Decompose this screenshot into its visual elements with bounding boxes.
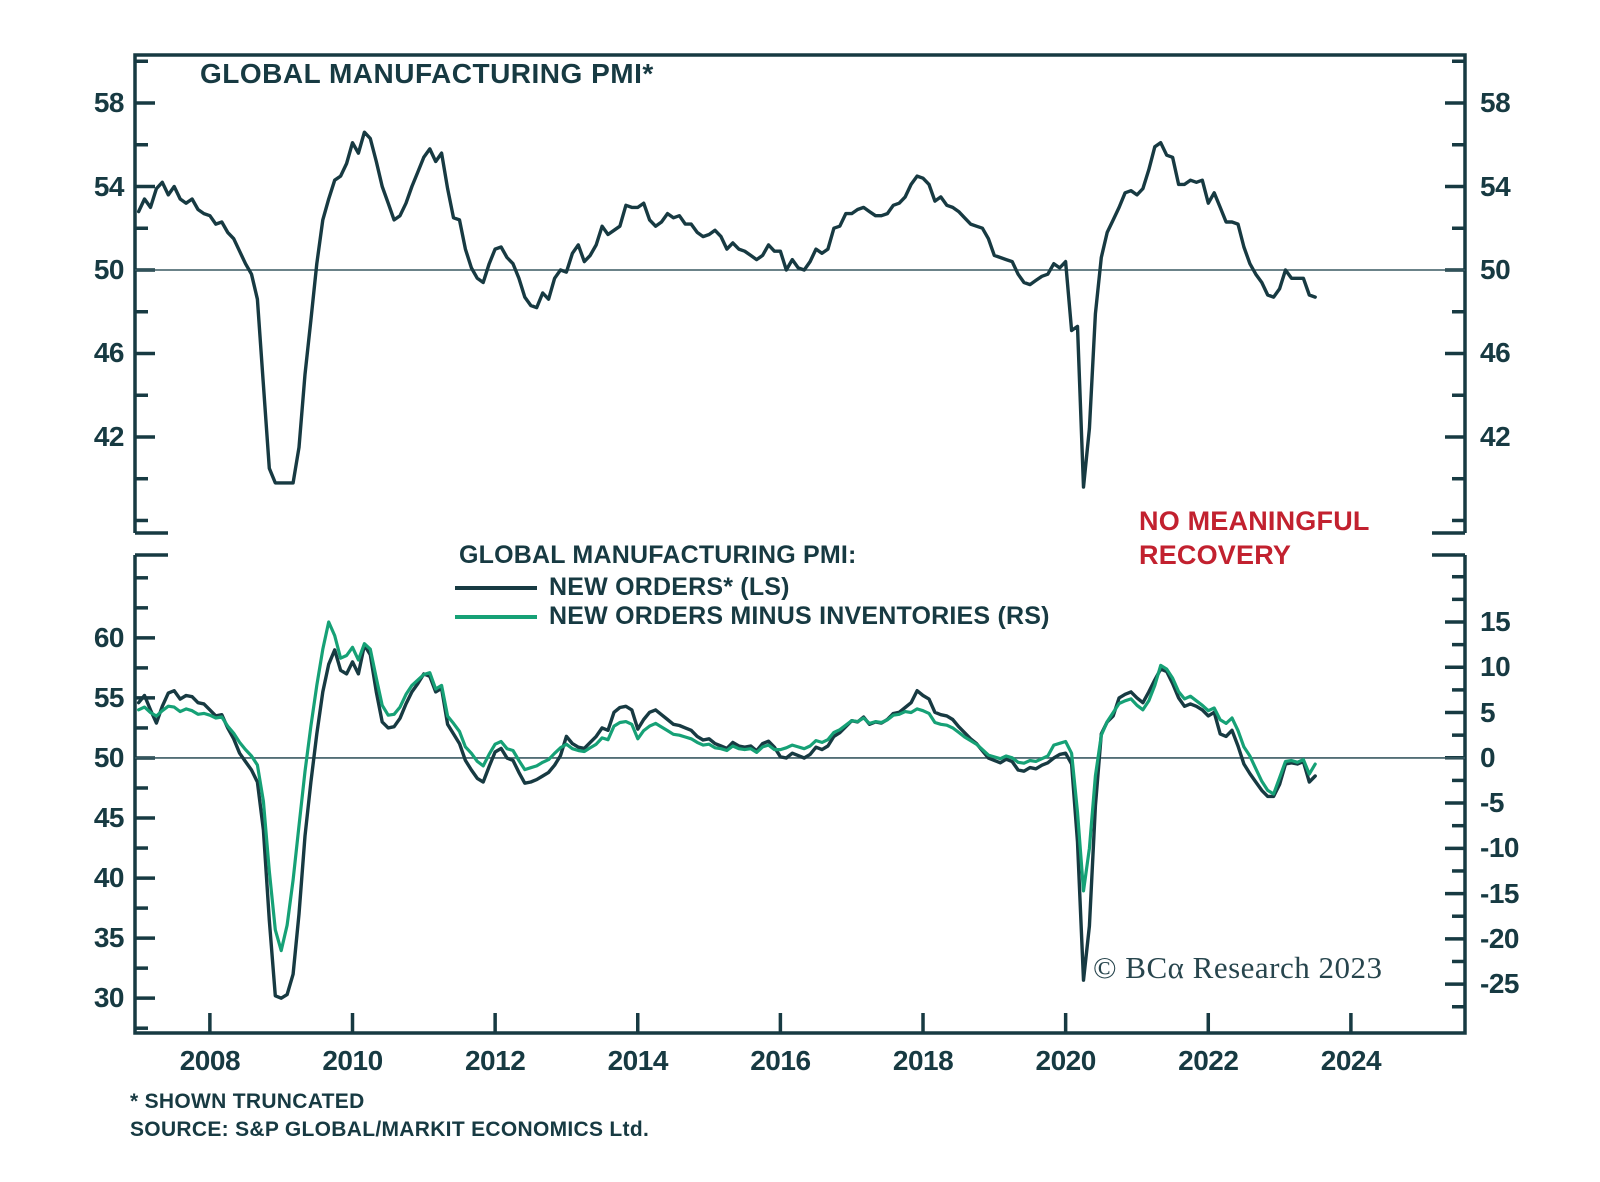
bca-research-watermark: © BCα Research 2023 <box>1093 950 1383 985</box>
top-left-axis-label: 42 <box>93 420 124 452</box>
bottom-right-axis-label: 15 <box>1480 605 1511 637</box>
x-axis-year-label: 2024 <box>1320 1045 1382 1076</box>
x-axis-year-label: 2016 <box>750 1045 811 1076</box>
x-axis-year-label: 2010 <box>322 1045 383 1076</box>
top-left-axis-label: 50 <box>93 253 124 285</box>
x-axis-year-label: 2020 <box>1035 1045 1096 1076</box>
x-axis-year-label: 2018 <box>892 1045 954 1076</box>
top-panel-title: GLOBAL MANUFACTURING PMI* <box>200 58 654 89</box>
legend-row-orders-minus-inventories <box>455 602 1050 631</box>
orders-minus-inventories-line-swatch <box>455 615 537 619</box>
bottom-right-axis-label: 10 <box>1480 651 1511 683</box>
bottom-left-axis-label: 50 <box>93 741 124 773</box>
bottom-left-axis-label: 45 <box>93 802 124 834</box>
bottom-right-axis-label: -15 <box>1480 877 1519 909</box>
top-right-axis-label: 50 <box>1480 253 1511 285</box>
x-axis-year-label: 2012 <box>464 1045 526 1076</box>
bottom-right-axis-label: 5 <box>1480 696 1496 728</box>
bottom-right-axis-label: -10 <box>1480 832 1519 864</box>
bottom-left-axis-label: 60 <box>93 621 124 653</box>
legend <box>455 541 1050 631</box>
new-orders-line-swatch <box>455 586 537 590</box>
x-axis-year-label: 2022 <box>1178 1045 1239 1076</box>
bottom-left-axis-label: 35 <box>93 922 124 954</box>
footnote-source: SOURCE: S&P GLOBAL/MARKIT ECONOMICS Ltd. <box>130 1118 650 1141</box>
bottom-right-axis-label: -25 <box>1480 968 1519 1000</box>
annotation-no-meaningful-recovery <box>1139 504 1370 572</box>
x-axis-year-label: 2008 <box>179 1045 241 1076</box>
top-right-axis-label: 46 <box>1480 337 1511 369</box>
legend-row-new-orders <box>455 573 1050 602</box>
top-left-axis-label: 54 <box>93 170 124 202</box>
legend-label-orders-minus-inventories: NEW ORDERS MINUS INVENTORIES (RS) <box>549 602 1050 630</box>
legend-title: GLOBAL MANUFACTURING PMI: <box>459 541 857 569</box>
legend-label-new-orders: NEW ORDERS* (LS) <box>549 573 790 601</box>
annotation-line-2: RECOVERY <box>1139 540 1292 570</box>
bottom-left-axis-label: 55 <box>93 681 124 713</box>
bottom-left-axis-label: 30 <box>93 982 124 1014</box>
bottom-right-axis-label: -20 <box>1480 922 1519 954</box>
footnote-shown-truncated: * SHOWN TRUNCATED <box>130 1090 365 1113</box>
top-right-axis-label: 54 <box>1480 170 1511 202</box>
top-left-axis-label: 58 <box>93 87 124 118</box>
top-right-axis-label: 42 <box>1480 420 1511 452</box>
annotation-line-1: NO MEANINGFUL <box>1139 506 1370 536</box>
x-axis-year-label: 2014 <box>607 1045 668 1076</box>
bottom-right-axis-label: -5 <box>1480 787 1504 819</box>
bottom-right-axis-label: 0 <box>1480 741 1496 773</box>
bottom-left-axis-label: 40 <box>93 862 124 894</box>
top-left-axis-label: 46 <box>93 337 124 369</box>
top-right-axis-label: 58 <box>1480 87 1511 118</box>
